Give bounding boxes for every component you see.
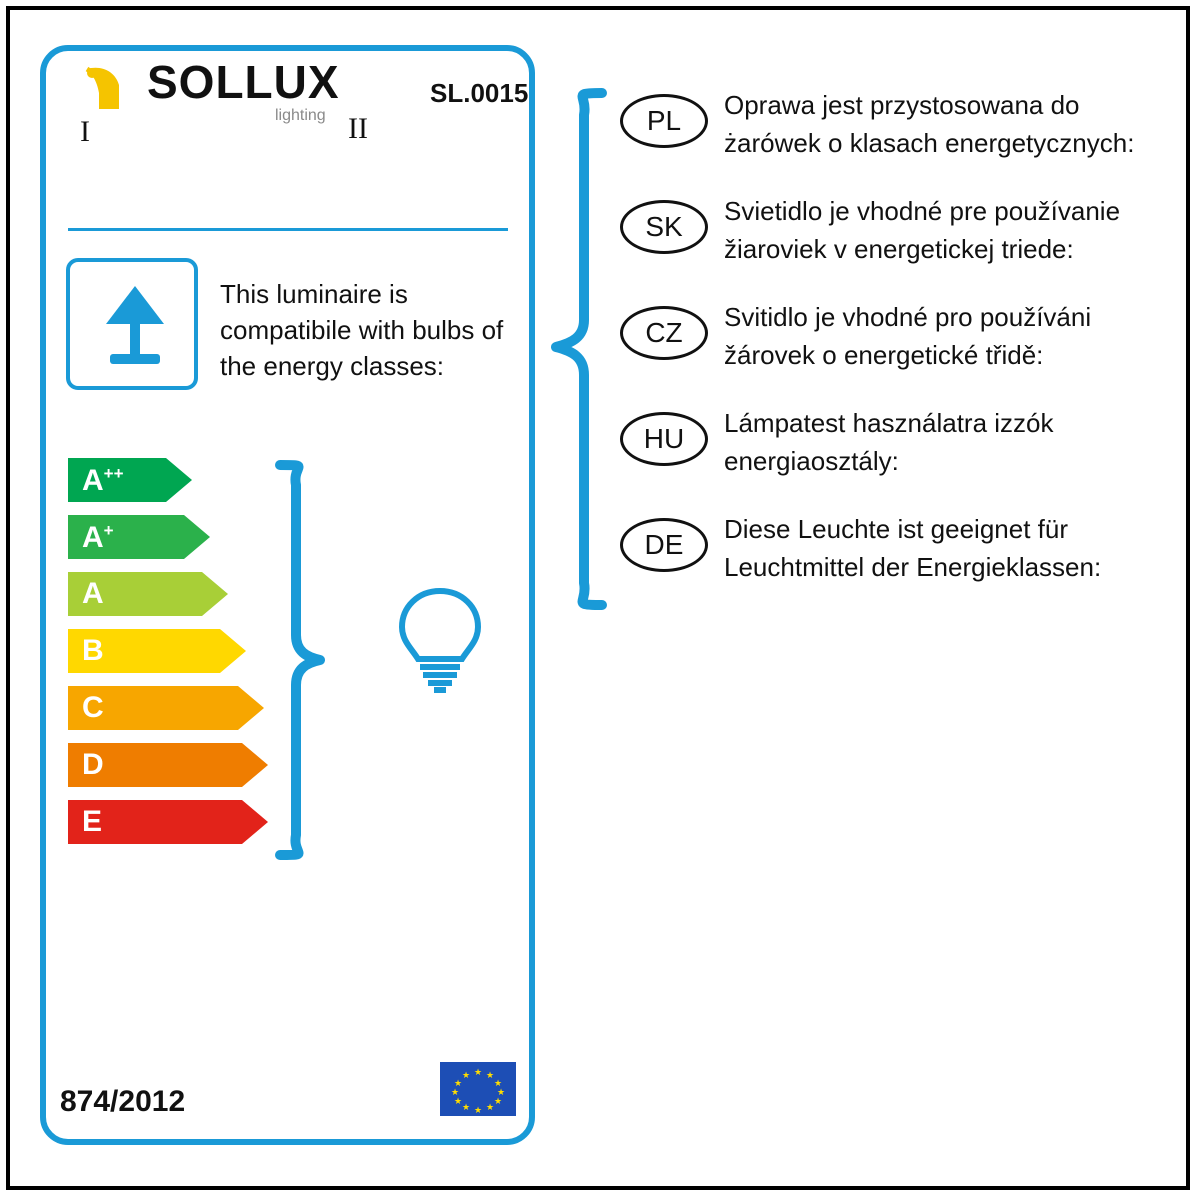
language-text: Diese Leuchte ist geeignet für Leuchtmittel der Energieklassen: [724, 514, 1102, 582]
energy-class-row [68, 743, 268, 793]
language-list [620, 86, 1165, 616]
table-lamp-icon [92, 280, 178, 372]
energy-class-label: A++ [82, 463, 124, 497]
language-code-badge: HU [620, 412, 708, 466]
svg-text:★: ★ [461, 1070, 471, 1080]
language-text: Lámpatest használatra izzók energiaosztály: [724, 408, 1054, 476]
luminaire-icon-box [66, 258, 198, 390]
svg-text:★: ★ [453, 1096, 463, 1106]
language-row-sk [620, 192, 1165, 278]
energy-class-row [68, 686, 268, 736]
energy-class-label: C [82, 691, 104, 724]
language-row-hu [620, 404, 1165, 490]
energy-class-label: D [82, 748, 104, 781]
language-code-badge: PL [620, 94, 708, 148]
energy-class-list [68, 458, 268, 857]
language-row-cz [620, 298, 1165, 384]
svg-text:★: ★ [496, 1087, 506, 1097]
energy-class-label: A [82, 577, 104, 610]
energy-class-row [68, 572, 268, 622]
energy-class-label: B [82, 634, 104, 667]
divider [68, 228, 508, 231]
language-code-badge: SK [620, 200, 708, 254]
svg-text:★: ★ [473, 1105, 483, 1115]
european-union-flag-icon [440, 1062, 516, 1116]
compatibility-text: This luminaire is compatibile with bulbs of the energy classes: [220, 279, 504, 381]
energy-class-row [68, 629, 268, 679]
language-group-brace [540, 85, 610, 615]
brand-logo [85, 55, 365, 140]
svg-text:★: ★ [493, 1078, 503, 1088]
energy-class-label: E [82, 805, 103, 838]
svg-text:★: ★ [450, 1087, 460, 1097]
regulation-number: 874/2012 [60, 1085, 186, 1118]
language-text: Oprawa jest przystosowana do żarówek o klasach energetycznych: [724, 90, 1135, 158]
brand-name: SOLLUX [147, 56, 340, 108]
language-text: Svitidlo je vhodné pro používáni žárovek o energetické třidě: [724, 302, 1092, 370]
energy-class-row [68, 515, 268, 565]
protection-class-ii: II [348, 112, 368, 145]
protection-class-i: I [80, 115, 90, 148]
svg-text:★: ★ [485, 1102, 495, 1112]
class-group-brace [272, 455, 342, 865]
energy-class-label: A+ [82, 520, 114, 554]
language-row-pl [620, 86, 1165, 172]
language-code-badge: DE [620, 518, 708, 572]
language-text: Svietidlo je vhodné pre používanie žiaroviek v energetickej triede: [724, 196, 1121, 264]
svg-text:★: ★ [453, 1078, 463, 1088]
energy-class-row [68, 800, 268, 850]
energy-class-row [68, 458, 268, 508]
brand-tagline: lighting [275, 107, 326, 124]
svg-text:★: ★ [473, 1067, 483, 1077]
language-code-badge: CZ [620, 306, 708, 360]
product-sku: SL.0015 [430, 78, 529, 108]
svg-text:★: ★ [461, 1102, 471, 1112]
light-bulb-icon [390, 585, 490, 695]
svg-text:★: ★ [485, 1070, 495, 1080]
language-row-de [620, 510, 1165, 596]
sollux-swoosh-icon [85, 63, 145, 115]
svg-text:★: ★ [493, 1096, 503, 1106]
